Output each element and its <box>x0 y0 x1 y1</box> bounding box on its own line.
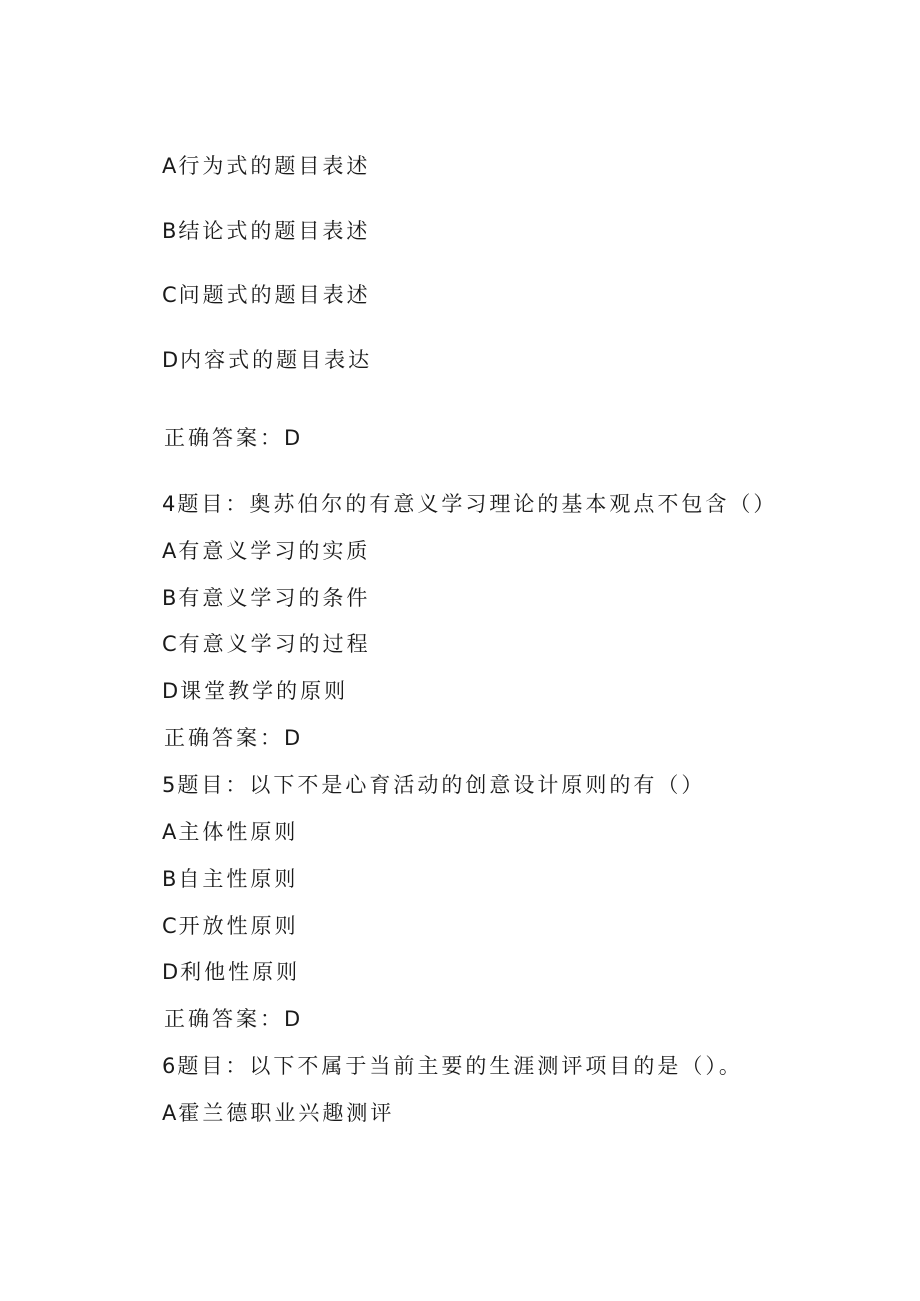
option-a-q6: A霍兰德职业兴趣测评 <box>162 1101 395 1125</box>
answer-q3: 正确答案：D <box>164 426 304 450</box>
option-d-q4: D课堂教学的原则 <box>162 679 349 703</box>
answer-q4: 正确答案：D <box>164 726 304 750</box>
question-4: 4题目：奥苏伯尔的有意义学习理论的基本观点不包含（） <box>162 492 778 516</box>
question-6: 6题目：以下不属于当前主要的生涯测评项目的是（）。 <box>162 1054 743 1078</box>
option-a-q5: A主体性原则 <box>162 820 299 844</box>
option-c-q5: C开放性原则 <box>162 914 299 938</box>
option-a-q4: A有意义学习的实质 <box>162 539 371 563</box>
option-d-q5: D利他性原则 <box>162 960 301 984</box>
option-c-q3: C问题式的题目表述 <box>162 283 371 307</box>
option-b-q3: B结论式的题目表述 <box>162 219 371 243</box>
option-b-q5: B自主性原则 <box>162 867 299 891</box>
option-d-q3: D内容式的题目表达 <box>162 348 373 372</box>
question-5: 5题目：以下不是心育活动的创意设计原则的有（） <box>162 773 706 797</box>
option-c-q4: C有意义学习的过程 <box>162 632 371 656</box>
answer-q5: 正确答案：D <box>164 1007 304 1031</box>
option-b-q4: B有意义学习的条件 <box>162 586 371 610</box>
option-a-q3: A行为式的题目表述 <box>162 154 371 178</box>
